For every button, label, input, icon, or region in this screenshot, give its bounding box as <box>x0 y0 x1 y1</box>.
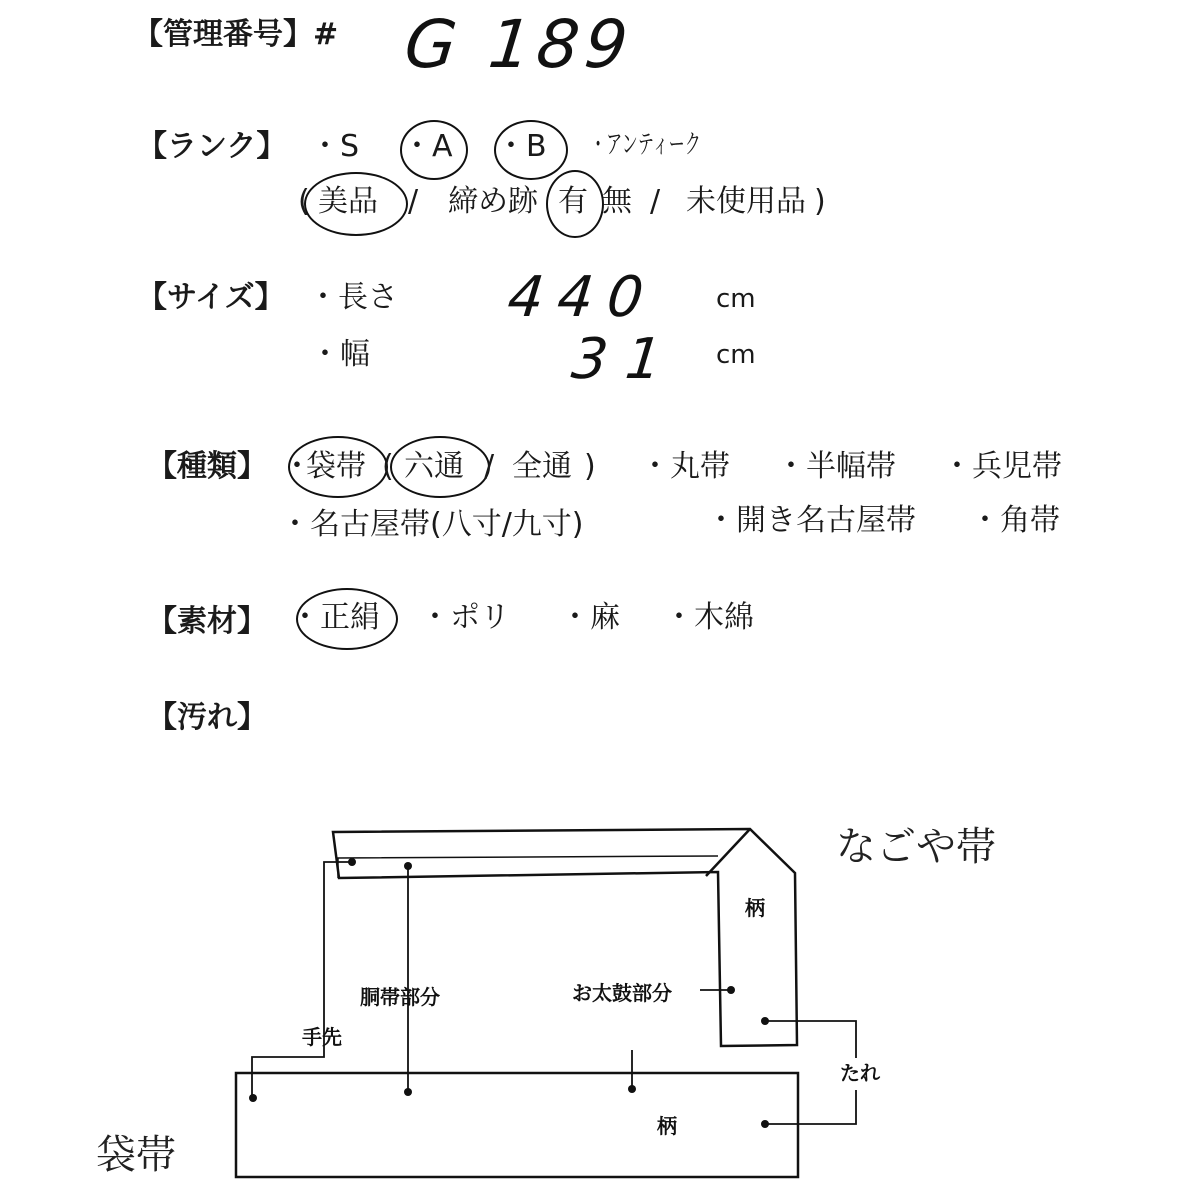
dou-label: 胴帯部分 <box>360 987 440 1009</box>
tesaki-leader <box>252 862 352 1097</box>
management-number-value: G 189 <box>401 6 638 83</box>
taiko-dot-bottom <box>628 1085 636 1093</box>
size-label: 【サイズ】 <box>137 280 285 315</box>
size-width-label: ・幅 <box>310 337 370 372</box>
taiko-dot-top <box>727 986 735 994</box>
dou-dot-bottom <box>404 1088 412 1096</box>
dou-dot-top <box>404 862 412 870</box>
size-width-unit: cm <box>716 340 756 370</box>
rank-option-s: ・S <box>310 129 360 164</box>
type-zentsu: 全通 <box>512 449 572 484</box>
rank-option-a: ・A <box>402 129 453 164</box>
material-label: 【素材】 <box>147 604 267 639</box>
nagoya-obi-title: なごや帯 <box>836 824 996 870</box>
type-hiraki-nagoya: ・開き名古屋帯 <box>706 503 916 538</box>
tesaki-dot-top <box>348 858 356 866</box>
fukuro-obi-title: 袋帯 <box>96 1132 176 1178</box>
type-bullet: ・ <box>282 449 312 484</box>
condition-mark-prefix: 締め跡 <box>448 184 538 219</box>
stain-label: 【汚れ】 <box>147 700 267 735</box>
type-heko: ・兵児帯 <box>942 449 1062 484</box>
tare-leader-top <box>765 1021 856 1058</box>
rank-option-antique: ・アンティーク <box>590 130 701 160</box>
size-length-unit: cm <box>716 284 756 314</box>
material-hemp: ・麻 <box>560 600 620 635</box>
type-hanhaba: ・半幅帯 <box>776 449 896 484</box>
pattern-label-bottom: 柄 <box>657 1116 677 1138</box>
fukuro-obi-outline <box>236 1073 798 1177</box>
size-length-value: 440 <box>504 265 661 330</box>
management-number-label: 【管理番号】# <box>133 17 339 52</box>
rank-label: 【ランク】 <box>137 129 287 164</box>
nagoya-obi-outline <box>333 829 797 1046</box>
type-maru: ・丸帯 <box>640 449 730 484</box>
tare-dot-top <box>761 1017 769 1025</box>
condition-yes: 有 <box>558 184 588 219</box>
condition-sep-2: / <box>650 184 661 219</box>
tare-leader-bottom <box>765 1090 856 1124</box>
pattern-label-top: 柄 <box>745 898 765 920</box>
type-rokutsu: 六通 <box>404 449 464 484</box>
nagoya-obi-diagonal <box>706 829 750 876</box>
material-silk: ・正絹 <box>290 600 380 635</box>
tare-label: たれ <box>840 1063 880 1085</box>
type-nagoya: ・名古屋帯(八寸/九寸) <box>280 507 584 542</box>
condition-used: 美品 <box>318 184 378 219</box>
material-poly: ・ポリ <box>420 600 510 635</box>
taiko-label: お太鼓部分 <box>572 983 672 1005</box>
type-open-paren: ( <box>382 449 394 484</box>
size-length-label: ・長さ <box>308 280 398 315</box>
tare-dot-bottom <box>761 1120 769 1128</box>
material-cotton: ・木綿 <box>664 600 754 635</box>
type-close-paren: ) <box>584 449 596 484</box>
type-kaku: ・角帯 <box>970 503 1060 538</box>
type-fukuro: 袋帯 <box>306 449 366 484</box>
tesaki-dot-bottom <box>249 1094 257 1102</box>
condition-unused: 未使用品 <box>686 184 806 219</box>
type-slash: / <box>484 449 495 484</box>
tesaki-label: 手先 <box>302 1027 342 1049</box>
condition-open-paren: ( <box>298 184 310 219</box>
condition-sep-1: / <box>408 184 419 219</box>
type-label: 【種類】 <box>147 449 267 484</box>
rank-option-b: ・B <box>496 129 547 164</box>
condition-close-paren: ) <box>814 184 826 219</box>
condition-no: 無 <box>602 184 632 219</box>
size-width-value: 31 <box>568 327 683 392</box>
